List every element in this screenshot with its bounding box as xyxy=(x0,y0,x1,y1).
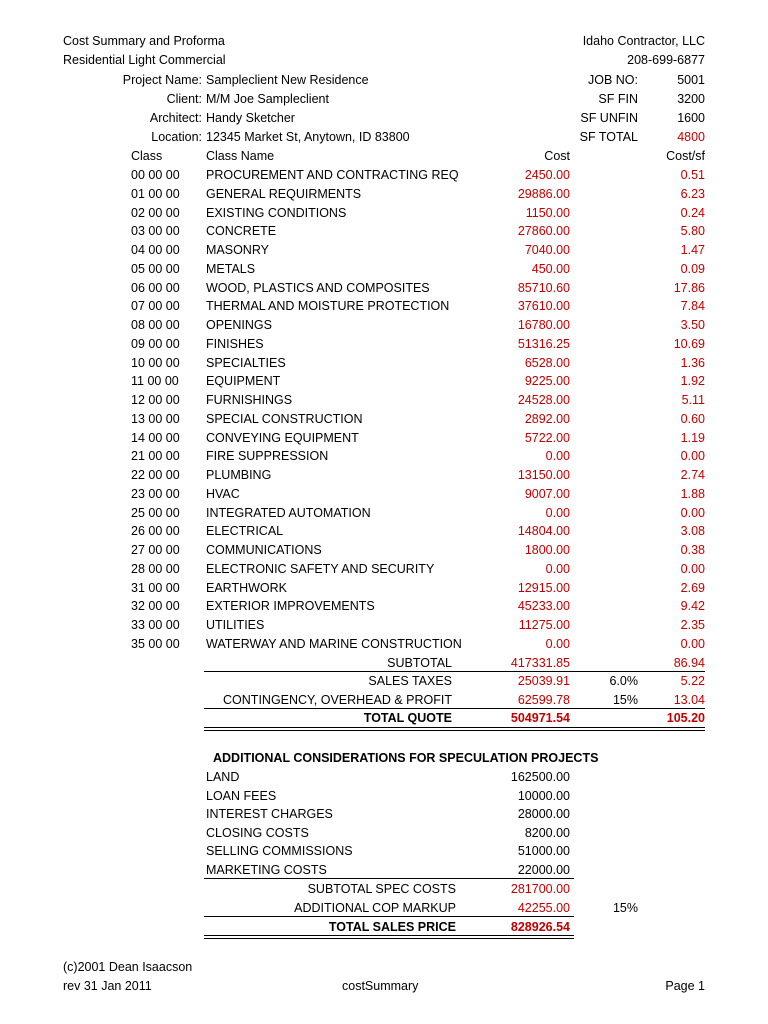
row-class: 08 00 00 xyxy=(131,318,180,332)
sf-fin-value: 3200 xyxy=(677,92,705,106)
row-cost: 6528.00 xyxy=(524,355,570,370)
spec-item-label: CLOSING COSTS xyxy=(206,825,309,840)
row-cost: 13150.00 xyxy=(517,468,570,482)
row-cost: 11275.00 xyxy=(518,618,570,632)
row-cost: 1150.00 xyxy=(525,205,570,220)
sales-tax-cost-sf: 5.22 xyxy=(680,674,705,688)
row-cost-sf: 0.51 xyxy=(680,168,705,182)
table-row xyxy=(0,468,768,486)
row-cost-sf: 3.08 xyxy=(680,524,705,539)
row-cost-sf: 0.00 xyxy=(680,561,705,576)
row-name: EXTERIOR IMPROVEMENTS xyxy=(206,599,375,614)
sf-unfin-label: SF UNFIN xyxy=(580,111,638,125)
row-name: PROCUREMENT AND CONTRACTING REQ xyxy=(206,168,459,182)
row-cost: 0.00 xyxy=(545,636,570,651)
client-value: M/M Joe Sampleclient xyxy=(206,92,329,106)
footer-revision: rev 31 Jan 2011 xyxy=(63,979,152,993)
table-row xyxy=(0,318,768,336)
row-cost-sf: 17.86 xyxy=(673,280,705,295)
row-name: SPECIALTIES xyxy=(206,355,286,370)
row-cost-sf: 3.50 xyxy=(680,318,705,332)
table-row xyxy=(0,243,768,261)
row-cost: 9007.00 xyxy=(524,486,570,501)
row-name: FINISHES xyxy=(206,336,264,351)
table-row xyxy=(0,543,768,561)
table-row xyxy=(0,449,768,467)
client-label: Client: xyxy=(166,92,202,106)
architect-label: Architect: xyxy=(149,111,202,125)
total-quote-label: TOTAL QUOTE xyxy=(363,711,452,725)
row-cost: 0.00 xyxy=(545,505,570,520)
row-name: INTEGRATED AUTOMATION xyxy=(206,505,371,520)
row-name: CONCRETE xyxy=(206,224,277,239)
row-cost-sf: 0.00 xyxy=(680,636,705,651)
table-row xyxy=(0,337,768,355)
row-name: THERMAL AND MOISTURE PROTECTION xyxy=(206,299,450,314)
sales-tax-pct: 6.0% xyxy=(609,674,638,688)
row-cost-sf: 1.88 xyxy=(680,486,705,501)
row-cost: 85710.60 xyxy=(517,280,570,295)
subtotal-cost: 417331.85 xyxy=(510,656,570,670)
table-row xyxy=(0,431,768,449)
architect-value: Handy Sketcher xyxy=(206,111,295,125)
sf-total-value: 4800 xyxy=(677,130,705,144)
spec-item-value: 162500.00 xyxy=(510,770,570,784)
row-cost-sf: 7.84 xyxy=(680,299,705,314)
row-cost-sf: 0.00 xyxy=(680,449,705,464)
row-class: 33 00 00 xyxy=(131,618,180,632)
row-cost-sf: 10.69 xyxy=(673,336,705,351)
spec-item xyxy=(0,807,768,825)
doc-subtitle: Residential Light Commercial xyxy=(63,53,226,67)
row-cost-sf: 0.38 xyxy=(680,543,705,557)
company-phone: 208-699-6877 xyxy=(627,53,705,67)
cop-cost-sf: 13.04 xyxy=(673,693,705,707)
row-class: 02 00 00 xyxy=(131,205,180,220)
spec-item-label: SELLING COMMISSIONS xyxy=(206,844,353,858)
sf-unfin-value: 1600 xyxy=(677,111,705,125)
table-row xyxy=(0,206,768,224)
spec-item-value: 22000.00 xyxy=(517,862,570,877)
row-class: 23 00 00 xyxy=(131,486,180,501)
row-cost: 1800.00 xyxy=(524,543,570,557)
row-class: 05 00 00 xyxy=(131,261,180,276)
row-name: FIRE SUPPRESSION xyxy=(206,449,329,464)
table-row xyxy=(0,356,768,374)
sf-fin-label: SF FIN xyxy=(598,92,638,106)
row-cost-sf: 9.42 xyxy=(680,599,705,614)
row-name: CONVEYING EQUIPMENT xyxy=(206,430,359,445)
spec-item-label: LAND xyxy=(206,770,240,784)
location-value: 12345 Market St, Anytown, ID 83800 xyxy=(206,130,410,144)
table-row xyxy=(0,224,768,242)
subtotal-cost-sf: 86.94 xyxy=(673,656,705,670)
header-class: Class xyxy=(131,149,163,163)
spec-item-value: 8200.00 xyxy=(524,825,570,840)
row-name: SPECIAL CONSTRUCTION xyxy=(206,411,363,426)
spec-item xyxy=(0,844,768,862)
project-name-label: Project Name: xyxy=(122,73,202,87)
spec-item-label: LOAN FEES xyxy=(206,788,277,803)
row-class: 35 00 00 xyxy=(131,636,180,651)
table-row xyxy=(0,524,768,542)
row-cost: 0.00 xyxy=(545,561,570,576)
row-class: 01 00 00 xyxy=(131,186,180,201)
row-cost-sf: 2.69 xyxy=(680,580,705,595)
row-cost: 45233.00 xyxy=(517,599,570,614)
row-cost: 2892.00 xyxy=(524,411,570,426)
spec-item xyxy=(0,789,768,807)
sf-total-label: SF TOTAL xyxy=(579,130,638,144)
divider xyxy=(204,671,705,672)
table-row xyxy=(0,506,768,524)
location-label: Location: xyxy=(151,130,202,144)
row-name: ELECTRONIC SAFETY AND SECURITY xyxy=(206,561,435,576)
row-class: 31 00 00 xyxy=(131,580,180,595)
row-class: 11 00 00 xyxy=(131,374,179,389)
row-cost-sf: 5.11 xyxy=(681,393,705,407)
row-class: 13 00 00 xyxy=(131,411,180,426)
footer-sheet-name: costSummary xyxy=(342,979,419,993)
row-cost: 0.00 xyxy=(545,449,570,464)
project-name-value: Sampleclient New Residence xyxy=(206,73,369,87)
cop-pct: 15% xyxy=(612,693,638,707)
footer-copyright: (c)2001 Dean Isaacson xyxy=(63,960,193,974)
spec-item-value: 28000.00 xyxy=(517,807,570,821)
row-cost: 37610.00 xyxy=(517,299,570,314)
row-cost-sf: 1.36 xyxy=(680,355,705,370)
doc-title: Cost Summary and Proforma xyxy=(63,34,225,48)
table-row xyxy=(0,618,768,636)
double-divider xyxy=(204,727,705,731)
row-cost-sf: 2.74 xyxy=(680,468,705,482)
row-name: EARTHWORK xyxy=(206,580,288,595)
row-name: WOOD, PLASTICS AND COMPOSITES xyxy=(206,280,430,295)
row-cost: 29886.00 xyxy=(517,186,570,201)
total-sales-label: TOTAL SALES PRICE xyxy=(328,920,456,934)
row-cost-sf: 5.80 xyxy=(680,224,705,239)
row-cost: 450.00 xyxy=(531,261,570,276)
spec-item-value: 51000.00 xyxy=(517,844,570,858)
header-cost: Cost xyxy=(544,149,570,163)
row-name: PLUMBING xyxy=(206,468,272,482)
cop-label: CONTINGENCY, OVERHEAD & PROFIT xyxy=(223,693,452,707)
row-class: 14 00 00 xyxy=(131,430,180,445)
row-class: 09 00 00 xyxy=(131,336,180,351)
table-row xyxy=(0,487,768,505)
row-name: OPENINGS xyxy=(206,318,272,332)
row-class: 12 00 00 xyxy=(131,393,180,407)
row-cost-sf: 6.23 xyxy=(680,186,705,201)
spec-item-value: 10000.00 xyxy=(517,788,570,803)
row-cost: 7040.00 xyxy=(524,243,570,257)
total-quote-cost-sf: 105.20 xyxy=(666,711,705,725)
row-cost: 24528.00 xyxy=(517,393,570,407)
row-name: GENERAL REQUIRMENTS xyxy=(206,186,362,201)
spec-markup-label: ADDITIONAL COP MARKUP xyxy=(294,901,456,915)
sales-tax-row xyxy=(0,674,768,692)
table-row xyxy=(0,581,768,599)
row-cost-sf: 1.47 xyxy=(680,243,705,257)
row-cost: 14804.00 xyxy=(517,524,570,539)
table-row xyxy=(0,562,768,580)
row-class: 25 00 00 xyxy=(131,505,180,520)
subtotal-label: SUBTOTAL xyxy=(387,656,452,670)
row-class: 10 00 00 xyxy=(131,355,180,370)
job-no-label: JOB NO: xyxy=(587,73,638,87)
table-row xyxy=(0,299,768,317)
table-row xyxy=(0,412,768,430)
row-class: 07 00 00 xyxy=(131,299,180,314)
spec-item-label: INTEREST CHARGES xyxy=(206,807,333,821)
row-cost-sf: 0.24 xyxy=(680,205,705,220)
row-name: ELECTRICAL xyxy=(206,524,284,539)
table-row xyxy=(0,374,768,392)
divider xyxy=(204,708,705,709)
spec-markup-value: 42255.00 xyxy=(517,901,570,915)
table-row xyxy=(0,187,768,205)
row-cost-sf: 1.92 xyxy=(680,374,705,389)
total-sales-value: 828926.54 xyxy=(510,920,570,934)
row-cost-sf: 2.35 xyxy=(680,618,705,632)
row-cost-sf: 0.00 xyxy=(680,505,705,520)
table-row xyxy=(0,393,768,411)
job-no-value: 5001 xyxy=(677,73,705,87)
row-cost-sf: 0.60 xyxy=(680,411,705,426)
footer-page-number: Page 1 xyxy=(665,979,705,993)
row-class: 26 00 00 xyxy=(131,524,180,539)
spec-subtotal-value: 281700.00 xyxy=(510,882,570,896)
row-cost-sf: 1.19 xyxy=(680,430,705,445)
spec-item xyxy=(0,770,768,788)
row-name: UTILITIES xyxy=(206,618,265,632)
row-name: MASONRY xyxy=(206,243,269,257)
spec-item-label: MARKETING COSTS xyxy=(206,862,327,877)
sales-tax-label: SALES TAXES xyxy=(368,674,452,688)
row-class: 03 00 00 xyxy=(131,224,180,239)
spec-section-title: ADDITIONAL CONSIDERATIONS FOR SPECULATION PROJECTS xyxy=(213,751,599,765)
row-cost: 2450.00 xyxy=(524,168,570,182)
divider xyxy=(204,916,574,917)
row-name: EQUIPMENT xyxy=(206,374,281,389)
row-class: 22 00 00 xyxy=(131,468,180,482)
row-class: 00 00 00 xyxy=(131,168,180,182)
row-cost: 16780.00 xyxy=(517,318,570,332)
table-row xyxy=(0,599,768,617)
row-cost: 9225.00 xyxy=(524,374,570,389)
row-class: 27 00 00 xyxy=(131,543,180,557)
header-cost-sf: Cost/sf xyxy=(666,149,705,163)
row-name: EXISTING CONDITIONS xyxy=(206,205,347,220)
header-class-name: Class Name xyxy=(206,149,275,163)
table-row xyxy=(0,281,768,299)
row-class: 21 00 00 xyxy=(131,449,180,464)
table-row xyxy=(0,168,768,186)
table-row xyxy=(0,637,768,655)
row-class: 04 00 00 xyxy=(131,243,180,257)
row-class: 06 00 00 xyxy=(131,280,180,295)
row-class: 28 00 00 xyxy=(131,561,180,576)
row-name: METALS xyxy=(206,261,256,276)
table-row xyxy=(0,262,768,280)
row-name: WATERWAY AND MARINE CONSTRUCTION xyxy=(206,636,462,651)
sales-tax-cost: 25039.91 xyxy=(517,674,570,688)
row-class: 32 00 00 xyxy=(131,599,180,614)
row-cost: 51316.25 xyxy=(517,336,570,351)
spec-subtotal-row xyxy=(0,882,768,900)
row-cost: 5722.00 xyxy=(524,430,570,445)
row-name: FURNISHINGS xyxy=(206,393,293,407)
table-header xyxy=(0,149,768,167)
cop-cost: 62599.78 xyxy=(517,693,570,707)
row-name: HVAC xyxy=(206,486,240,501)
spec-subtotal-label: SUBTOTAL SPEC COSTS xyxy=(307,882,456,896)
row-name: COMMUNICATIONS xyxy=(206,543,322,557)
spec-markup-pct: 15% xyxy=(612,901,638,915)
row-cost: 12915.00 xyxy=(517,580,570,595)
company-name: Idaho Contractor, LLC xyxy=(582,34,705,48)
divider xyxy=(204,878,574,879)
row-cost: 27860.00 xyxy=(517,224,570,239)
total-quote-cost: 504971.54 xyxy=(510,711,570,725)
row-cost-sf: 0.09 xyxy=(680,261,705,276)
spec-item xyxy=(0,826,768,844)
double-divider xyxy=(204,935,574,939)
